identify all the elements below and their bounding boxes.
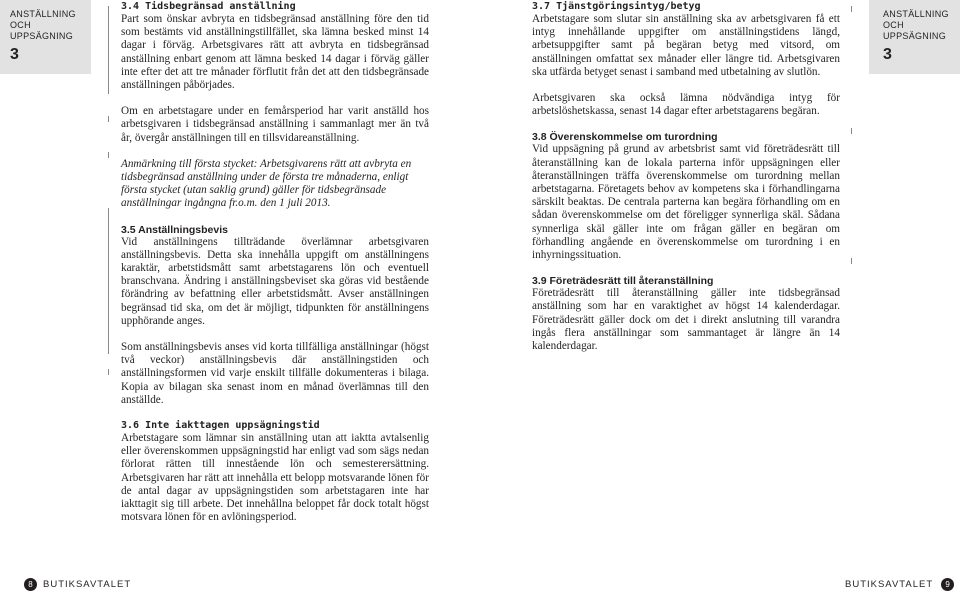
footer-left	[24, 578, 131, 591]
chapter-number: 3	[883, 46, 892, 63]
right-column	[532, 1, 840, 353]
section-3-9-paragraph-1: Företrädesrätt till återanställning gäller inte tidsbegränsad anställning som har en varaktighet av högst 14 kalenderdagar. Företrädesrätt gäller dock om det i direkt anslutning till varandra ingås flera anställningar som sammantaget är längre än 14 kalenderdagar.	[532, 287, 840, 353]
section-heading-3-5: 3.5 Anställningsbevis	[121, 223, 228, 236]
page-number-badge: 8	[24, 578, 37, 591]
change-bar	[851, 6, 852, 12]
change-bar	[108, 208, 109, 354]
section-heading-3-4: 3.4 Tidsbegränsad anställning	[121, 1, 296, 12]
publication-name: BUTIKSAVTALET	[845, 579, 934, 590]
section-3-4-paragraph-2: Om en arbetstagare under en femårsperiod har varit anställd hos arbetsgivaren i tidsbegränsad anställning i sammanlagt mer än två år, övergår anställningen till en tillsvidareanställning.	[121, 105, 429, 144]
section-3-8-paragraph-1: Vid uppsägning på grund av arbetsbrist samt vid företrädesrätt till återanställning kan de lokala parterna inför uppsägningen eller återanställningen träffa överenskommelse om turordning mellan arbetstagarna. Företagets behov av kompetens ska i förhandlingarna särskilt beaktas. De centrala parterna kan begära förhandling om en sådan överenskommelse om det föreligger synnerliga skäl. Sådana synnerliga skäl gäller inte om frågan gäller en begäran om förhandling angående en överenskommelse om turordning i en inhyrningssituation.	[532, 143, 840, 262]
chapter-number: 3	[10, 46, 19, 63]
chapter-tab-title	[883, 9, 960, 42]
change-bar	[851, 128, 852, 134]
chapter-tab-title	[10, 9, 91, 42]
chapter-tab-right	[869, 0, 960, 74]
change-bar	[108, 6, 109, 94]
section-3-4-note: Anmärkning till första stycket: Arbetsgivarens rätt att avbryta en tidsbegränsad anställning under de första tre månaderna, enligt första stycket (utan saklig grund) gäller för tidsbegränsade anställningar ingångna fr.o.m. den 1 juli 2013.	[121, 157, 412, 210]
section-3-7-paragraph-1: Arbetstagare som slutar sin anställning ska av arbetsgivaren få ett intyg innehållande uppgifter om anställningstidens längd, arbetsuppgifter samt på begäran betyg med vitsord, om anställningen omfattat sex månader eller längre tid. Arbetsgivaren ska utfärda betyget senast i samband med utbetalning av slutlön.	[532, 13, 840, 78]
change-bar	[108, 369, 109, 375]
left-column	[121, 1, 429, 525]
section-heading-3-8: 3.8 Överenskommelse om turordning	[532, 131, 718, 144]
section-3-5-paragraph-1: Vid anställningens tillträdande överlämnar arbetsgivaren anställningsbevis. Detta ska innehålla uppgift om anställningens karaktär, arbetstidsmått samt arbetstagarens lön och eventuell branschvana. Ändring i anställningsbeviset ska göras vid bestående förändring av befattning eller arbetstidsmått. Avser anställningen begränsad tid ska, om det är möjligt, tidpunkten för anställningens upphörande anges.	[121, 235, 429, 327]
publication-name: BUTIKSAVTALET	[43, 579, 132, 590]
section-3-4-paragraph-1: Part som önskar avbryta en tidsbegränsad anställning före den tid som bestämts vid anställningstillfället, ska lämna besked minst 14 dagar i förväg. Arbetsgivares rätt att avbryta en tidsbegränsad anställning enbart genom att lämna besked 14 dagar i förväg gäller inte efter det att tre månader förflutit från det att den tidsbegränsade anställningen påbörjades.	[121, 13, 429, 92]
chapter-tab-title-line2: OCH UPPSÄGNING	[883, 20, 947, 41]
section-heading-3-7: 3.7 Tjänstgöringsintyg/betyg	[532, 1, 701, 12]
section-3-7-paragraph-2: Arbetsgivaren ska också lämna nödvändiga intyg för arbetslöshetskassa, senast 14 dagar efter arbetstagarens begäran.	[532, 92, 840, 118]
chapter-tab-title-line1: ANSTÄLLNING	[883, 9, 949, 19]
section-3-6-paragraph-1: Arbetstagare som lämnar sin anställning utan att iaktta avtalsenlig eller överenskommen uppsägningstid har enligt vad som sägs nedan förlorat rätten till innestående lön och semesterersättning. Arbetsgivaren har rätt att innehålla ett belopp motsvarande lönen för de antal dagar av uppsägningstiden som arbetstagaren inte har iakttagit sig till arbete. Det innehållna beloppet får dock totalt högst motsvara lönen för en avlöningsperiod.	[121, 432, 429, 524]
section-3-5-paragraph-2: Som anställningsbevis anses vid korta tillfälliga anställningar (högst två veckor) anställningsbevis där anställningstiden och anställningsformen vid varje enskilt tillfälle dokumenteras i bilaga. Kopia av bilagan ska senast inom en månad överlämnas till den anställde.	[121, 341, 429, 406]
section-heading-3-6: 3.6 Inte iakttagen uppsägningstid	[121, 420, 320, 432]
section-heading-3-9: 3.9 Företrädesrätt till återanställning	[532, 275, 714, 288]
chapter-tab-left	[0, 0, 91, 74]
chapter-tab-title-line1: ANSTÄLLNING	[10, 9, 76, 19]
page-number-badge: 9	[941, 578, 954, 591]
change-bar	[108, 152, 109, 158]
change-bar	[851, 258, 852, 264]
change-bar	[108, 116, 109, 122]
chapter-tab-title-line2: OCH UPPSÄGNING	[10, 20, 74, 41]
footer-right	[845, 578, 954, 591]
